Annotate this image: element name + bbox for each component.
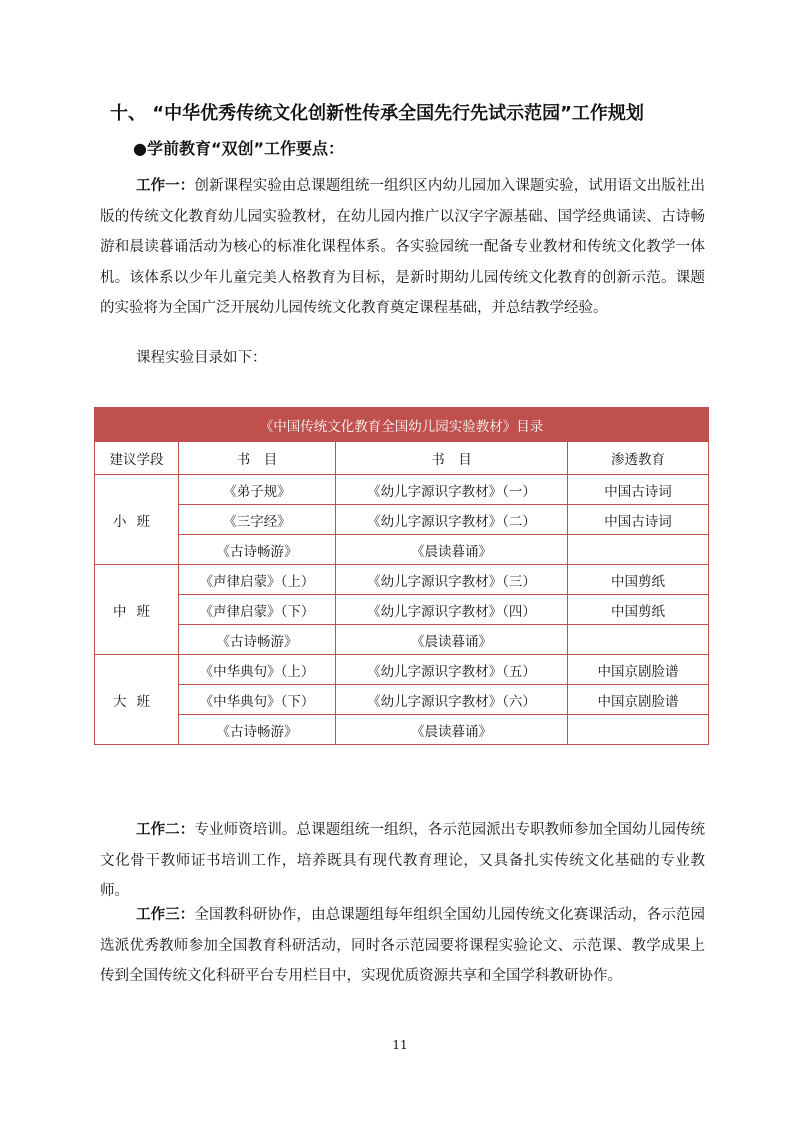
table-row	[95, 685, 709, 715]
section-heading: 十、 “中华优秀传统文化创新性传承全国先行先试示范园”工作规划	[110, 103, 644, 124]
book-cell: 《幼儿字源识字教材》（三）	[336, 565, 568, 595]
infiltration-cell: 中国京剧脸谱	[568, 685, 709, 715]
infiltration-cell	[568, 535, 709, 565]
work1-lead: 工作一：	[136, 178, 195, 194]
book-cell: 《晨读暮诵》	[336, 715, 568, 745]
book-cell: 《古诗畅游》	[179, 715, 336, 745]
stage-cell: 中班	[95, 565, 179, 655]
table-row	[95, 535, 709, 565]
header-stage: 建议学段	[95, 442, 179, 475]
stage-cell: 小班	[95, 475, 179, 565]
work2-lead: 工作二：	[136, 822, 195, 838]
work3-text: 全国教科研协作，由总课题组每年组织全国幼儿园传统文化赛课活动，各示范园选派优秀教师参加全国教育科研活动，同时各示范园要将课程实验论文、示范课、教学成果上传到全国传统文化科研平台专用栏目中，实现优质资源共享和全国学科教研协作。	[100, 907, 706, 984]
book-cell: 《古诗畅游》	[179, 535, 336, 565]
book-cell: 《中华典句》（下）	[179, 685, 336, 715]
book-cell: 《中华典句》（上）	[179, 655, 336, 685]
infiltration-cell: 中国剪纸	[568, 595, 709, 625]
work3-lead: 工作三：	[136, 907, 195, 923]
table-row	[95, 595, 709, 625]
book-cell: 《幼儿字源识字教材》（四）	[336, 595, 568, 625]
book-cell: 《古诗畅游》	[179, 625, 336, 655]
work2-text: 专业师资培训。总课题组统一组织，各示范园派出专职教师参加全国幼儿园传统文化骨干教师证书培训工作，培养既具有现代教育理论，又具备扎实传统文化基础的专业教师。	[100, 822, 706, 899]
book-cell: 《晨读暮诵》	[336, 535, 568, 565]
table-row	[95, 475, 709, 505]
table-row	[95, 655, 709, 685]
header-book-2: 书 目	[336, 442, 568, 475]
infiltration-cell: 中国京剧脸谱	[568, 655, 709, 685]
work1-text: 创新课程实验由总课题组统一组织区内幼儿园加入课题实验，试用语文出版社出版的传统文化教育幼儿园实验教材，在幼儿园内推广以汉字字源基础、国学经典诵读、古诗畅游和晨读暮诵活动为核心的标准化课程体系。各实验园统一配备专业教材和传统文化教学一体机。该体系以少年儿童完美人格教育为目标，是新时期幼儿园传统文化教育的创新示范。课题的实验将为全国广泛开展幼儿园传统文化教育奠定课程基础，并总结教学经验。	[100, 178, 706, 316]
catalog-intro: 课程实验目录如下：	[136, 350, 267, 366]
header-book-1: 书 目	[179, 442, 336, 475]
subheading: ●学前教育“双创”工作要点：	[133, 139, 344, 158]
table-row	[95, 625, 709, 655]
book-cell: 《幼儿字源识字教材》（二）	[336, 505, 568, 535]
book-cell: 《声律启蒙》（上）	[179, 565, 336, 595]
infiltration-cell	[568, 715, 709, 745]
header-infiltration: 渗透教育	[568, 442, 709, 475]
infiltration-cell	[568, 625, 709, 655]
table-row	[95, 715, 709, 745]
stage-cell: 大班	[95, 655, 179, 745]
work3-paragraph	[100, 900, 705, 992]
infiltration-cell: 中国古诗词	[568, 505, 709, 535]
table-title: 《中国传统文化教育全国幼儿园实验教材》目录	[95, 408, 709, 442]
book-cell: 《三字经》	[179, 505, 336, 535]
book-cell: 《晨读暮诵》	[336, 625, 568, 655]
book-cell: 《弟子规》	[179, 475, 336, 505]
table-row	[95, 505, 709, 535]
book-cell: 《幼儿字源识字教材》（五）	[336, 655, 568, 685]
catalog-table	[94, 407, 709, 745]
work1-paragraph	[100, 171, 705, 324]
infiltration-cell: 中国古诗词	[568, 475, 709, 505]
table-row	[95, 565, 709, 595]
page-number: 11	[392, 1038, 408, 1052]
infiltration-cell: 中国剪纸	[568, 565, 709, 595]
book-cell: 《声律启蒙》（下）	[179, 595, 336, 625]
book-cell: 《幼儿字源识字教材》（一）	[336, 475, 568, 505]
work2-paragraph	[100, 815, 705, 907]
book-cell: 《幼儿字源识字教材》（六）	[336, 685, 568, 715]
